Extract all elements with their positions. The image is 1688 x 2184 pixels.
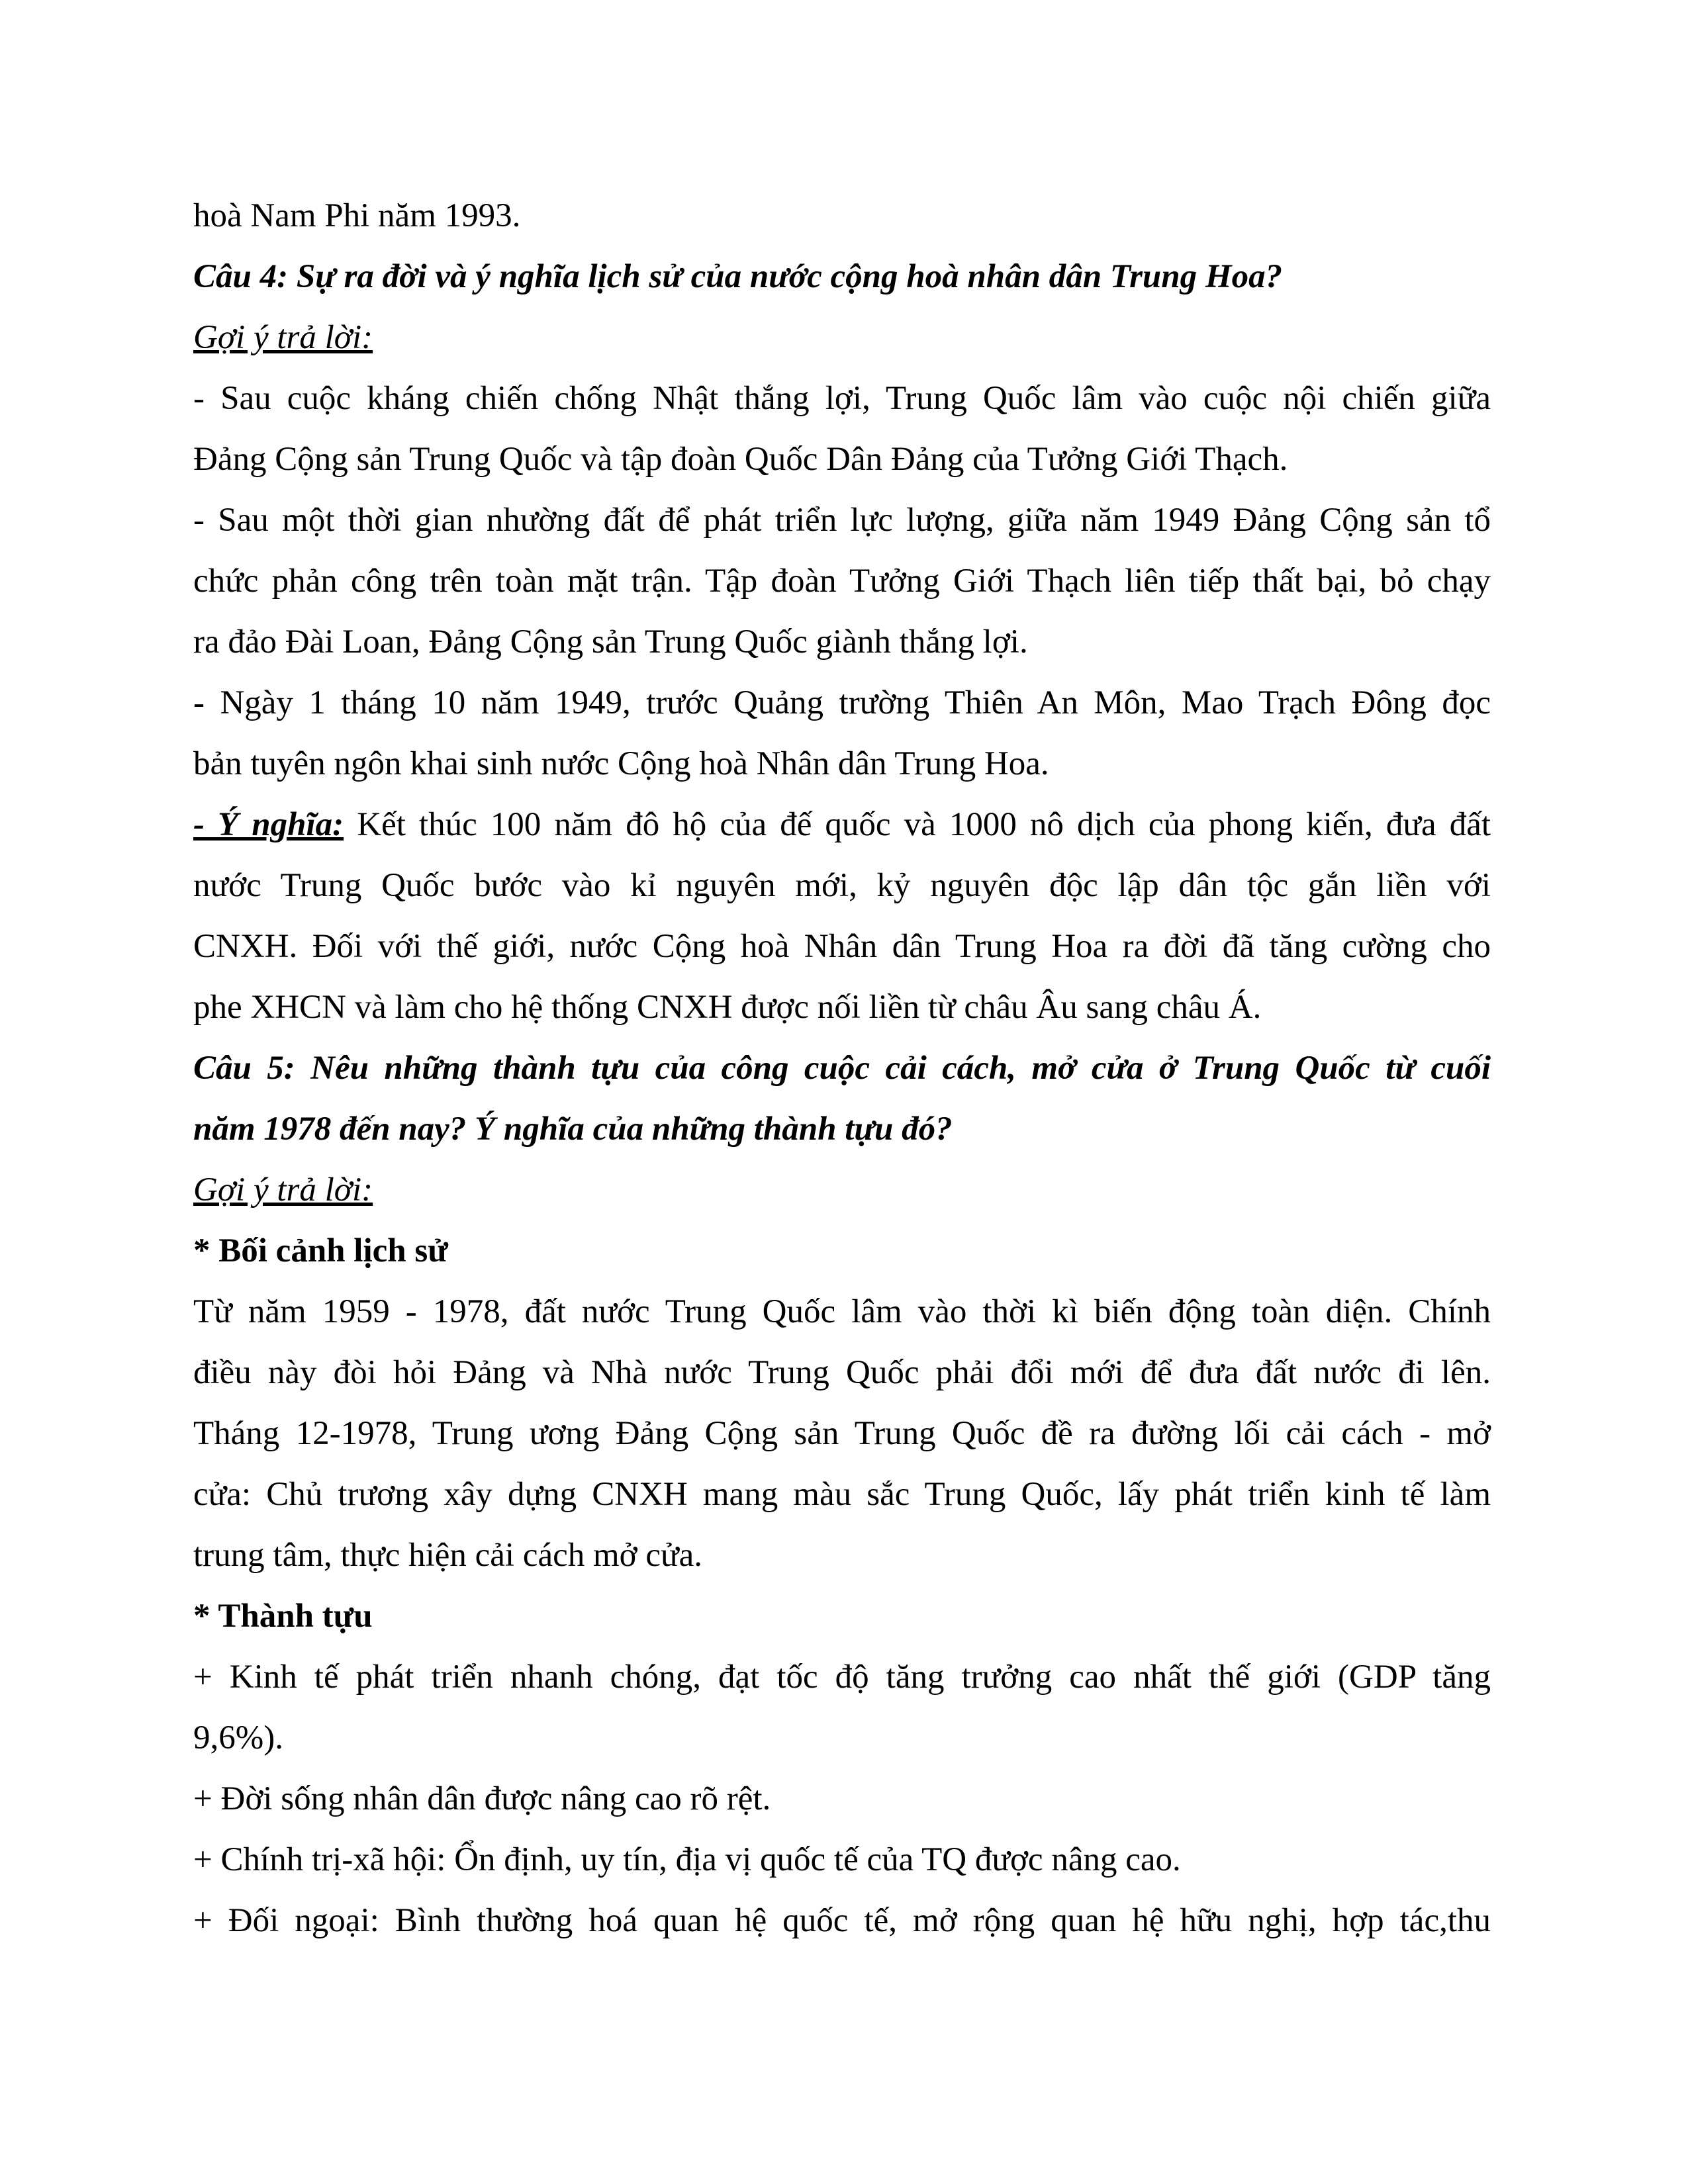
answer-hint-line xyxy=(193,1166,1491,1227)
answer-hint-label: Gợi ý trả lời: xyxy=(193,1171,373,1208)
document-page xyxy=(193,192,1491,1958)
answer-hint-label: Gợi ý trả lời: xyxy=(193,319,373,356)
paragraph-line: - Sau cuộc kháng chiến chống Nhật thắng lợi, Trung Quốc lâm vào cuộc nội chiến giữa xyxy=(193,380,1491,417)
section-heading-context: * Bối cảnh lịch sử xyxy=(193,1232,448,1269)
paragraph-line: CNXH. Đối với thế giới, nước Cộng hoà Nhân dân Trung Hoa ra đời đã tăng cường cho xyxy=(193,928,1491,965)
paragraph-line: Đảng Cộng sản Trung Quốc và tập đoàn Quốc Dân Đảng của Tưởng Giới Thạch. xyxy=(193,441,1288,478)
paragraph-line: bản tuyên ngôn khai sinh nước Cộng hoà Nhân dân Trung Hoa. xyxy=(193,745,1049,782)
question-5-heading-cont: năm 1978 đến nay? Ý nghĩa của những thành tựu đó? xyxy=(193,1111,953,1148)
meaning-text: Kết thúc 100 năm đô hộ của đế quốc và 1000 nô dịch của phong kiến, đưa đất xyxy=(357,806,1491,843)
paragraph-line: - Sau một thời gian nhường đất để phát triển lực lượng, giữa năm 1949 Đảng Cộng sản tổ xyxy=(193,502,1491,539)
list-item: + Chính trị-xã hội: Ổn định, uy tín, địa vị quốc tế của TQ được nâng cao. xyxy=(193,1841,1181,1878)
paragraph-line: chức phản công trên toàn mặt trận. Tập đoàn Tưởng Giới Thạch liên tiếp thất bại, bỏ chạy xyxy=(193,563,1491,600)
paragraph-line: phe XHCN và làm cho hệ thống CNXH được nối liền từ châu Âu sang châu Á. xyxy=(193,989,1262,1026)
question-4-heading: Câu 4: Sự ra đời và ý nghĩa lịch sử của nước cộng hoà nhân dân Trung Hoa? xyxy=(193,258,1283,295)
meaning-label: - Ý nghĩa: xyxy=(193,806,344,843)
paragraph-line: Từ năm 1959 - 1978, đất nước Trung Quốc lâm vào thời kì biến động toàn diện. Chính xyxy=(193,1293,1491,1330)
section-heading-achievements: * Thành tựu xyxy=(193,1598,373,1635)
text-line: hoà Nam Phi năm 1993. xyxy=(193,197,521,234)
paragraph-line: Tháng 12-1978, Trung ương Đảng Cộng sản Trung Quốc đề ra đường lối cải cách - mở xyxy=(193,1415,1491,1452)
paragraph-line: ra đảo Đài Loan, Đảng Cộng sản Trung Quốc giành thắng lợi. xyxy=(193,623,1028,660)
answer-hint-line xyxy=(193,314,1491,375)
list-item: + Kinh tế phát triển nhanh chóng, đạt tốc độ tăng trưởng cao nhất thế giới (GDP tăng xyxy=(193,1659,1491,1696)
paragraph-line: điều này đòi hỏi Đảng và Nhà nước Trung Quốc phải đổi mới để đưa đất nước đi lên. xyxy=(193,1354,1491,1391)
list-item-cont: 9,6%). xyxy=(193,1719,283,1756)
paragraph-line: trung tâm, thực hiện cải cách mở cửa. xyxy=(193,1537,703,1574)
paragraph-line: - Ngày 1 tháng 10 năm 1949, trước Quảng trường Thiên An Môn, Mao Trạch Đông đọc xyxy=(193,684,1491,721)
paragraph-line: cửa: Chủ trương xây dựng CNXH mang màu sắc Trung Quốc, lấy phát triển kinh tế làm xyxy=(193,1476,1491,1513)
paragraph-line: nước Trung Quốc bước vào kỉ nguyên mới, kỷ nguyên độc lập dân tộc gắn liền với xyxy=(193,867,1491,904)
question-5-heading: Câu 5: Nêu những thành tựu của công cuộc cải cách, mở cửa ở Trung Quốc từ cuối xyxy=(193,1050,1491,1087)
list-item: + Đối ngoại: Bình thường hoá quan hệ quốc tế, mở rộng quan hệ hữu nghị, hợp tác,thu xyxy=(193,1902,1491,1939)
list-item: + Đời sống nhân dân được nâng cao rõ rệt. xyxy=(193,1780,771,1817)
meaning-line xyxy=(193,801,1491,862)
